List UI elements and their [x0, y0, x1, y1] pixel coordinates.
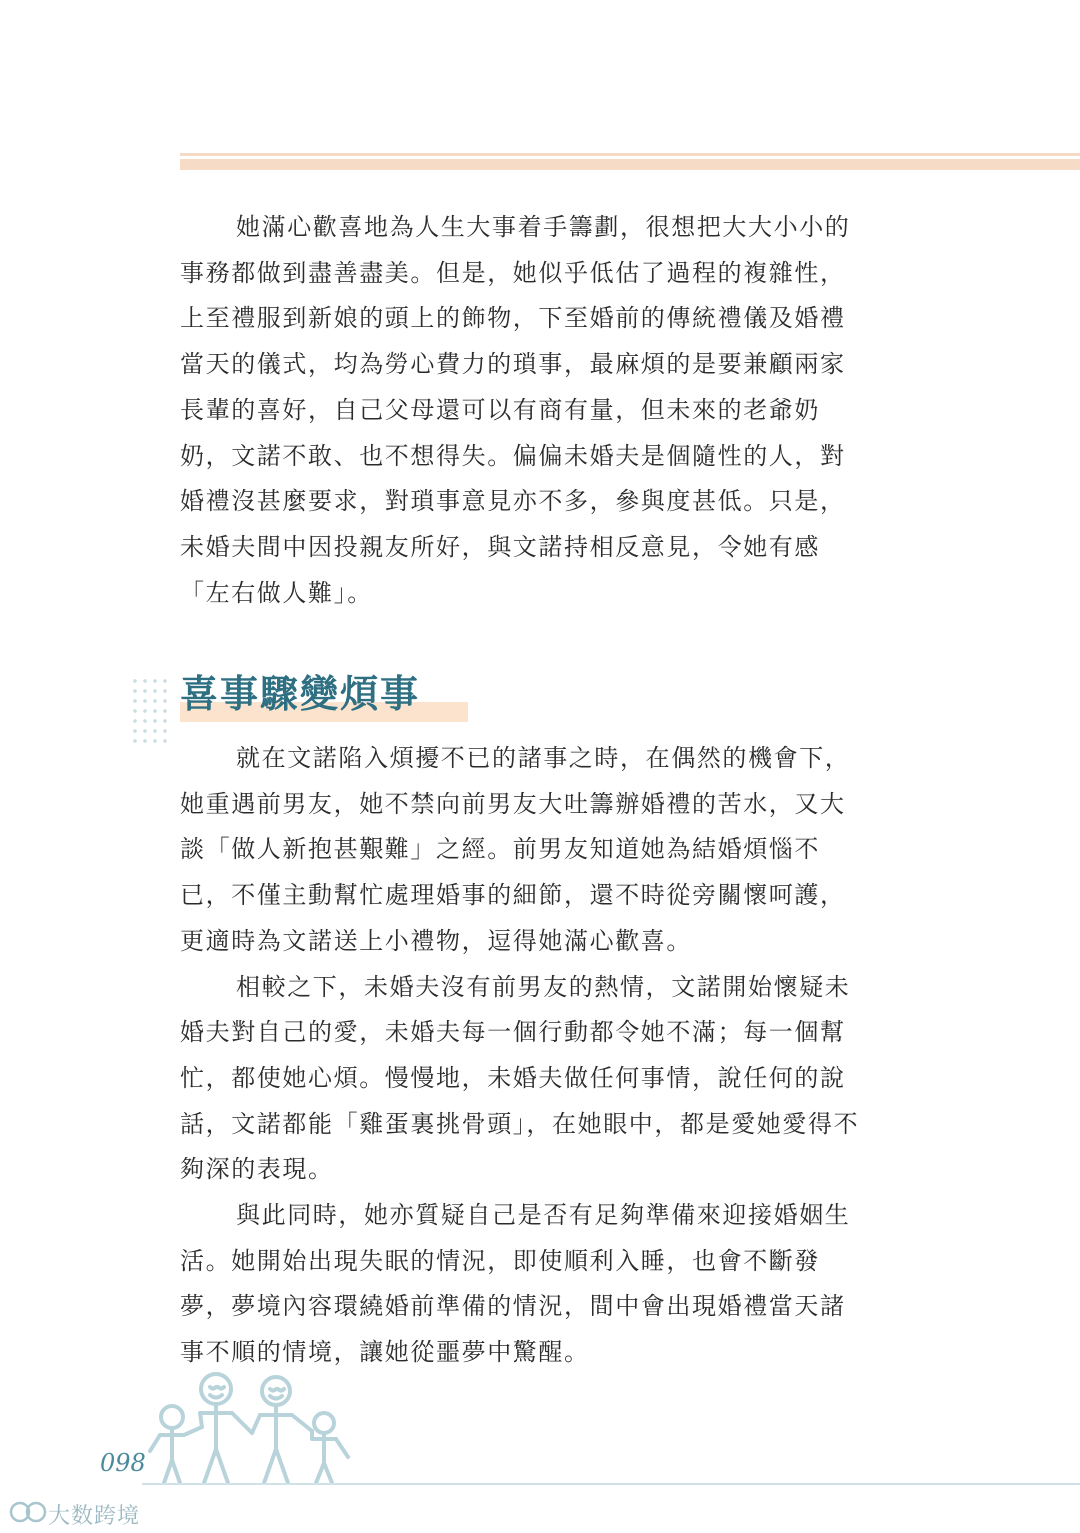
section-heading: 喜事驟變煩事 [180, 672, 421, 716]
watermark-text: 大数跨境 [48, 1504, 141, 1529]
paragraph: 與此同時，她亦質疑自己是否有足夠準備來迎接婚姻生活。她開始出現失眠的情況，即使順利入睡，也會不斷發夢，夢境內容環繞婚前準備的情況，間中會出現婚禮當天諸事不順的情境，讓她從噩夢中驚醒。 [180, 1201, 851, 1367]
dots-decoration-icon [130, 676, 170, 744]
footer-line [142, 1483, 1080, 1485]
family-illustration-icon [140, 1365, 360, 1485]
paragraph: 就在文諾陷入煩擾不已的諸事之時，在偶然的機會下，她重遇前男友，她不禁向前男友大吐籌辦婚禮的苦水，又大談「做人新抱甚艱難」之經。前男友知道她為結婚煩惱不已，不僅主動幫忙處理婚事的細節，還不時從旁關懷呵護，更適時為文諾送上小禮物，逗得她滿心歡喜。 [180, 744, 851, 955]
section-heading-block [130, 668, 490, 744]
page-number: 098 [100, 1449, 146, 1477]
body-text-top [180, 205, 870, 616]
top-decorative-band [180, 153, 1080, 170]
top-band-thick-line [180, 159, 1080, 170]
paragraph: 她滿心歡喜地為人生大事着手籌劃，很想把大大小小的事務都做到盡善盡美。但是，她似乎低估了過程的複雜性，上至禮服到新娘的頭上的飾物，下至婚前的傳統禮儀及婚禮當天的儀式，均為勞心費力的瑣事，最麻煩的是要兼顧兩家長輩的喜好，自己父母還可以有商有量，但未來的老爺奶奶，文諾不敢、也不想得失。偏偏未婚夫是個隨性的人，對婚禮沒甚麼要求，對瑣事意見亦不多，參與度甚低。只是，未婚夫間中因投親友所好，與文諾持相反意見，令她有感「左右做人難」。 [180, 213, 851, 607]
paragraph: 相較之下，未婚夫沒有前男友的熱情，文諾開始懷疑未婚夫對自己的愛，未婚夫每一個行動都令她不滿；每一個幫忙，都使她心煩。慢慢地，未婚夫做任何事情，說任何的說話，文諾都能「雞蛋裏挑骨頭」，在她眼中，都是愛她愛得不夠深的表現。 [180, 972, 860, 1184]
body-text-bottom [180, 736, 870, 1376]
top-band-thin-line [180, 153, 1080, 156]
